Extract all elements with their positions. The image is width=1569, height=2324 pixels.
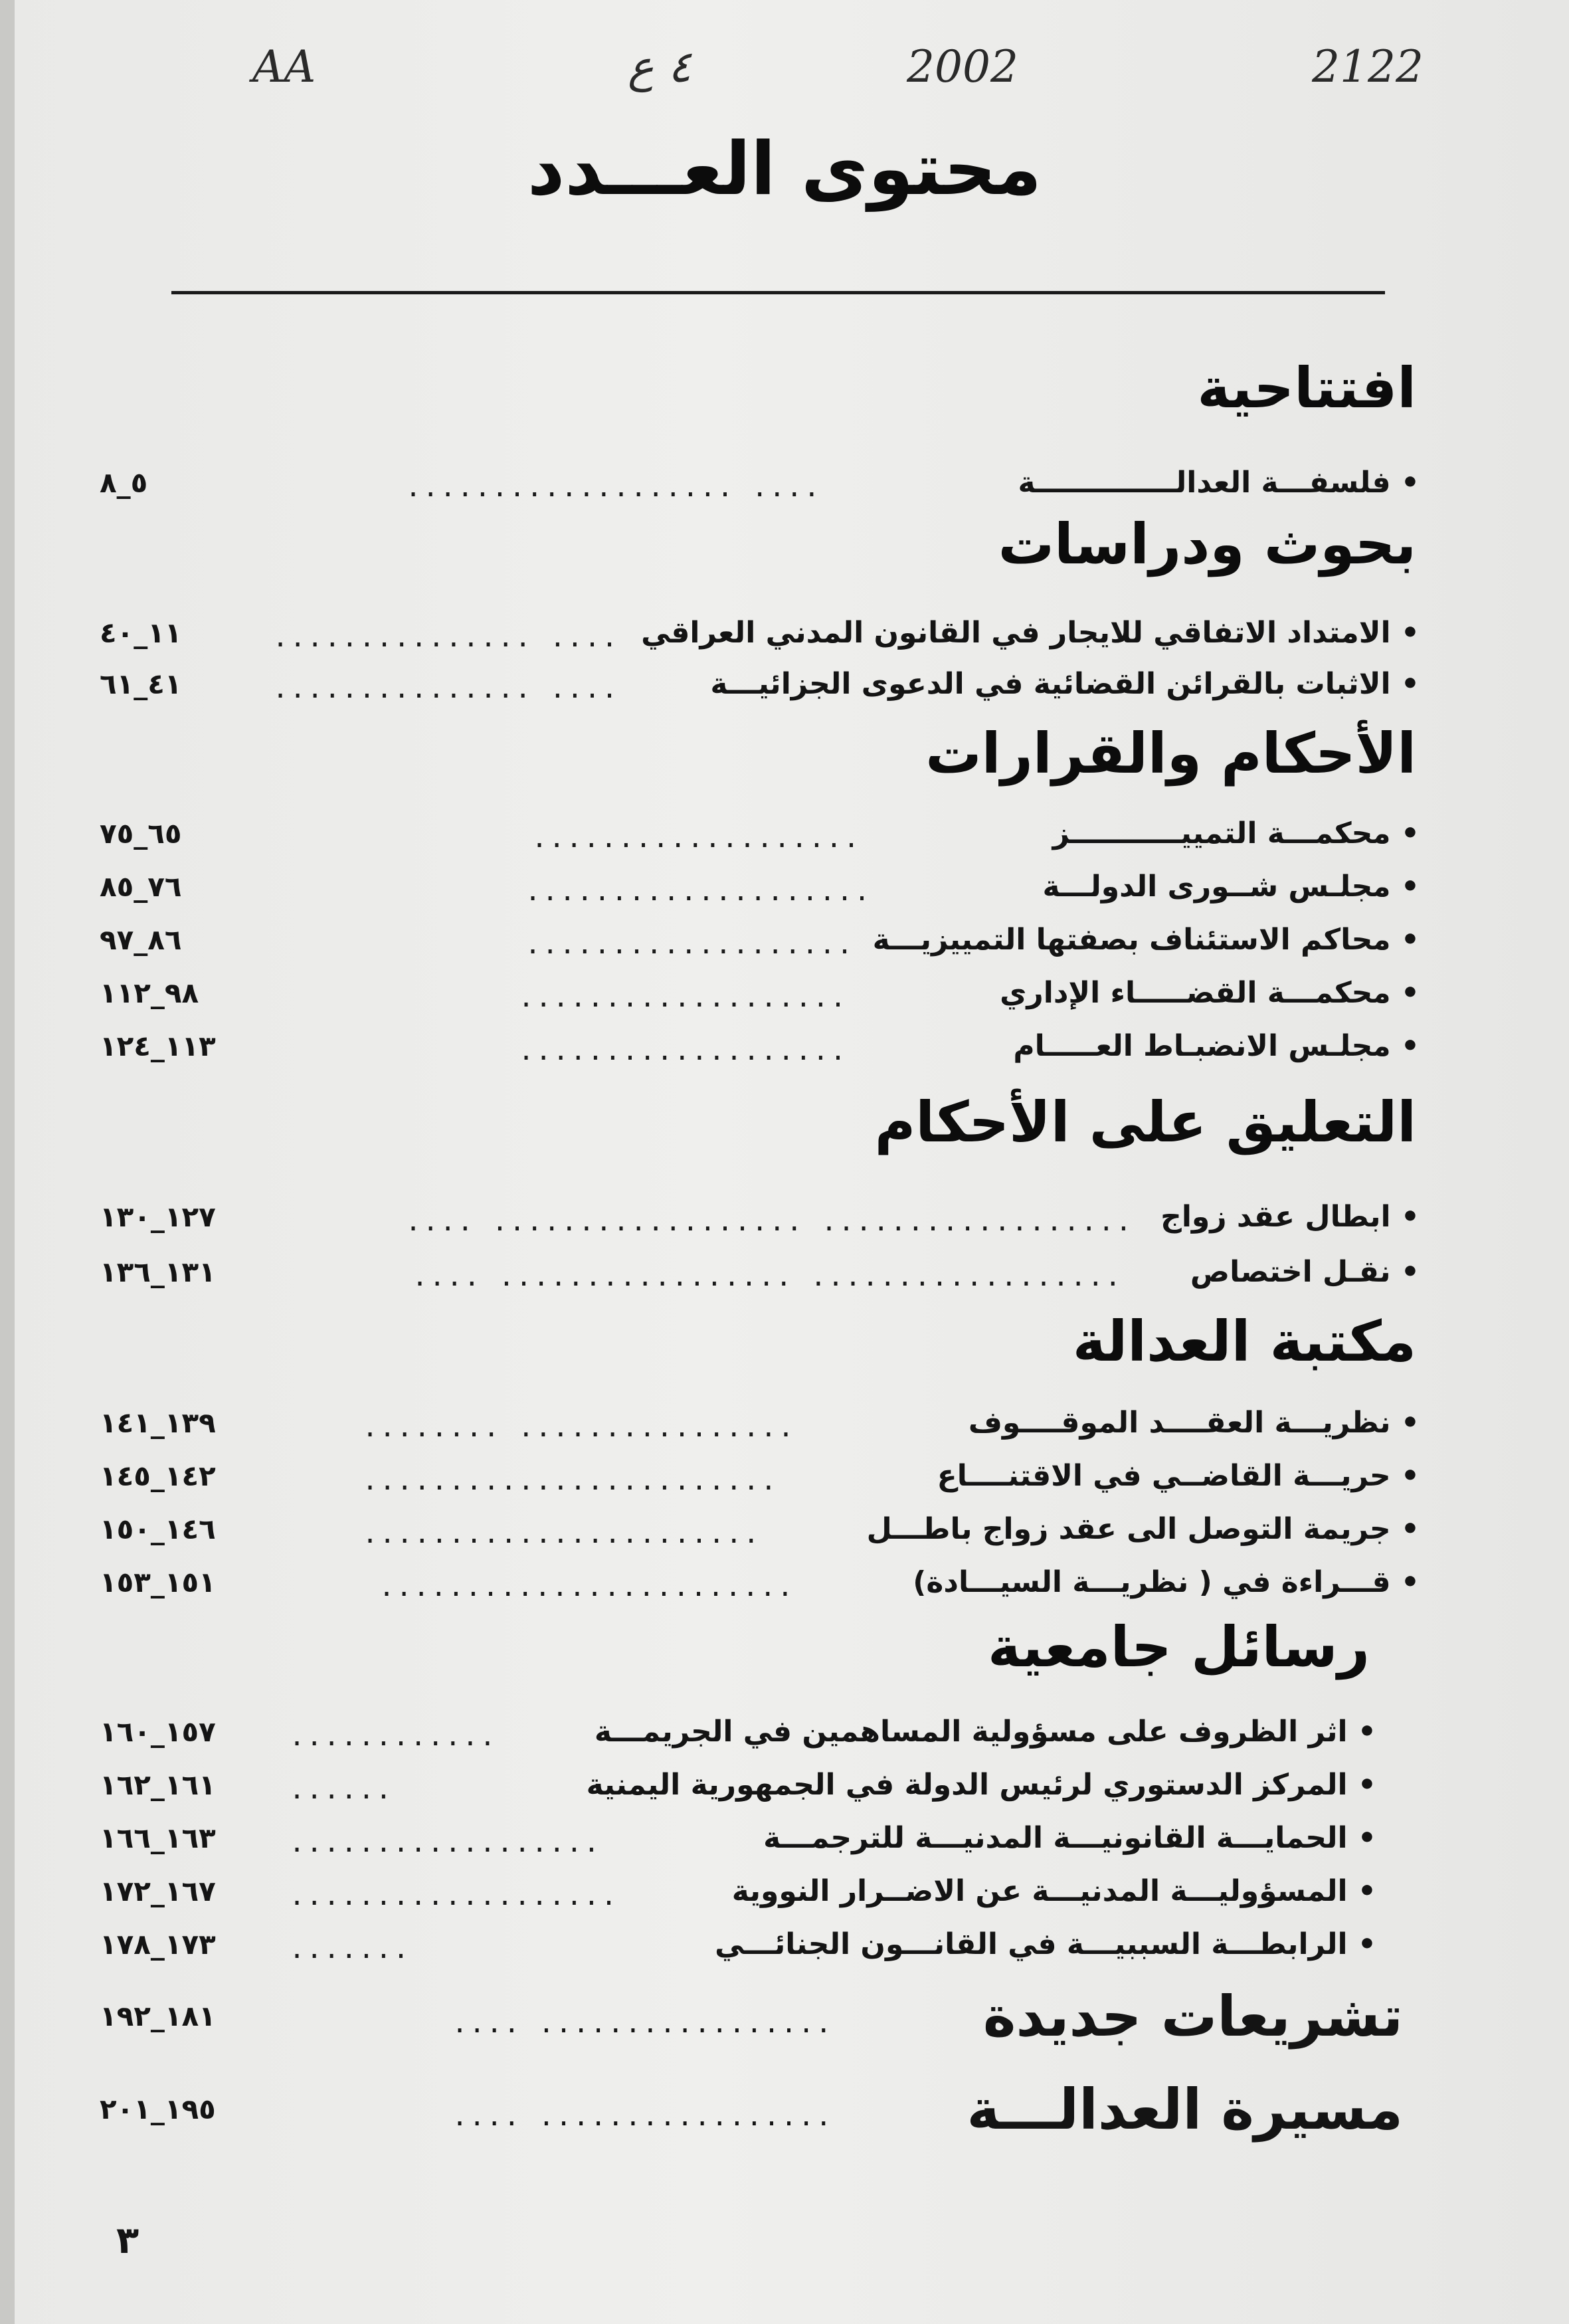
entry-pages: ١٩٥_٢٠١ — [100, 2093, 216, 2125]
headed-entry-title: تشريعات جديدة — [982, 1984, 1403, 2049]
entry-pages: ١٤٦_١٥٠ — [100, 1513, 216, 1545]
entry-title: • ابطال عقد زواج — [1160, 1200, 1420, 1234]
toc-entry — [100, 864, 1420, 910]
toc-entry — [100, 460, 1420, 506]
entry-pages: ٤١_٦١ — [100, 668, 182, 700]
toc-headed-entry — [100, 2073, 1403, 2146]
entry-pages: ١٤٢_١٤٥ — [100, 1460, 216, 1492]
leader-dots: .... ............... — [272, 674, 619, 704]
leader-dots: ................. .... — [452, 2008, 833, 2039]
entry-title: • مجلـس شــورى الدولـــة — [1042, 870, 1420, 904]
handwritten-note-left: AA — [252, 41, 316, 92]
headed-entry-title: مسيرة العدالـــة — [967, 2077, 1403, 2142]
toc-entry — [100, 1023, 1420, 1070]
toc-entry — [100, 917, 1420, 963]
leader-dots: ................... — [531, 823, 861, 854]
entry-pages: ٦٥_٧٥ — [100, 817, 182, 850]
entry-title: • نظريـــة العقــــد الموقــــوف — [968, 1406, 1420, 1440]
entry-pages: ٧٦_٨٥ — [100, 870, 182, 903]
toc-entry — [100, 1194, 1420, 1240]
entry-title: • الاثبات بالقرائن القضائية في الدعوى الجزائيـــة — [710, 667, 1420, 701]
entry-pages: ١٥٧_١٦٠ — [100, 1715, 216, 1748]
entry-pages: ١٢٧_١٣٠ — [100, 1201, 216, 1233]
toc-headed-entry — [100, 1980, 1403, 2053]
toc-entry — [100, 1921, 1376, 1968]
entry-title: • فلسفـــة العدالــــــــــــــة — [1018, 466, 1420, 500]
toc-entry — [100, 1249, 1420, 1296]
entry-pages: ١٦٣_١٦٦ — [100, 1822, 216, 1854]
entry-title: • اثر الظروف على مسؤولية المساهمين في الجريمـــة — [594, 1715, 1376, 1749]
entry-title: • حريـــة القاضــي في الاقتنــــاع — [937, 1459, 1420, 1493]
leader-dots: ....................... — [362, 1519, 761, 1549]
toc-entry — [100, 1762, 1376, 1808]
page-number: ٣ — [116, 2219, 139, 2262]
toc-entry — [100, 1506, 1420, 1553]
entry-pages: ١٧٣_١٧٨ — [100, 1928, 216, 1961]
leader-dots: ....... — [289, 1934, 411, 1965]
toc-entry — [100, 661, 1420, 708]
leader-dots: .................. ................. .... — [412, 1262, 1123, 1292]
handwritten-note-mid-left: ٤ ع — [628, 41, 692, 92]
leader-dots: ........................ — [379, 1572, 794, 1602]
handwritten-note-right: 2122 — [1312, 41, 1424, 92]
toc-entry — [100, 1868, 1376, 1915]
entry-title: • محكمـــة القضـــــاء الإداري — [1000, 976, 1420, 1010]
leader-dots: ................... — [518, 1036, 848, 1066]
entry-title: • نقـل اختصاص — [1190, 1255, 1420, 1289]
section-heading-theses: رسائل جامعية — [988, 1614, 1370, 1680]
section-heading-library: مكتبة العدالة — [1072, 1309, 1416, 1374]
entry-title: • محكمـــة التمييـــــــــــز — [1052, 817, 1420, 850]
entry-title: • الامتداد الاتفاقي للايجار في القانون المدني العراقي — [641, 616, 1420, 650]
entry-pages: ١٦٧_١٧٢ — [100, 1875, 216, 1907]
section-heading-research: بحوث ودراسات — [998, 512, 1416, 577]
toc-entry — [100, 1815, 1376, 1862]
entry-title: • الرابطـــة السببيـــة في القانـــون الجنائـــي — [715, 1927, 1376, 1961]
leader-dots: ........................ — [362, 1466, 778, 1496]
entry-title: • قـــراءة في ( نظريـــة السيـــادة) — [913, 1565, 1420, 1599]
entry-title: • مجلـس الانضبـاط العـــــام — [1013, 1029, 1420, 1063]
leader-dots: .................... — [525, 876, 872, 907]
entry-pages: ١١_٤٠ — [100, 617, 182, 649]
section-heading-commentary: التعليق على الأحكام — [874, 1090, 1416, 1155]
leader-dots: ............ — [289, 1721, 497, 1752]
leader-dots: ................. .... — [452, 2101, 833, 2132]
leader-dots: .... ............... — [272, 623, 619, 653]
toc-entry — [100, 1453, 1420, 1500]
leader-dots: .................. .................. .... — [405, 1207, 1133, 1237]
leader-dots: ................... — [289, 1881, 618, 1911]
entry-title: • الحمايـــة القانونيـــة المدنيـــة للترجمـــة — [763, 1821, 1376, 1855]
entry-pages: ١٣٩_١٤١ — [100, 1406, 216, 1439]
entry-pages: ١٣١_١٣٦ — [100, 1256, 216, 1288]
toc-entry — [100, 1559, 1420, 1606]
entry-pages: ٩٨_١١٢ — [100, 977, 199, 1009]
entry-title: • المسؤوليـــة المدنيـــة عن الاضــرار النووية — [731, 1874, 1376, 1908]
title-divider — [171, 291, 1385, 294]
leader-dots: .... ................... — [405, 472, 821, 503]
section-heading-opening: افتتاحية — [1197, 355, 1416, 421]
toc-entry — [100, 970, 1420, 1017]
leader-dots: .................. — [289, 1828, 601, 1858]
entry-pages: ١٦١_١٦٢ — [100, 1769, 216, 1801]
toc-entry — [100, 811, 1420, 857]
entry-title: • محاكم الاستئناف بصفتها التمييزيـــة — [872, 923, 1420, 957]
leader-dots: ...... — [289, 1775, 393, 1805]
entry-title: • المركز الدستوري لرئيس الدولة في الجمهورية اليمنية — [586, 1768, 1376, 1802]
page-title: محتوى العـــدد — [527, 126, 1042, 211]
entry-pages: ١٨١_١٩٢ — [100, 2000, 216, 2032]
entry-pages: ٨٦_٩٧ — [100, 923, 182, 956]
toc-entry — [100, 1709, 1376, 1755]
toc-entry — [100, 1400, 1420, 1446]
leader-dots: ................... — [518, 983, 848, 1013]
leader-dots: ................... — [525, 929, 854, 960]
entry-pages: ٥_٨ — [100, 466, 148, 499]
handwritten-note-year: 2002 — [907, 41, 1018, 92]
entry-pages: ١٥١_١٥٣ — [100, 1566, 216, 1598]
entry-title: • جريمة التوصل الى عقد زواج باطـــل — [866, 1512, 1420, 1546]
leader-dots: ................ ........ — [362, 1412, 796, 1443]
page-edge-shadow — [0, 0, 15, 2324]
toc-entry — [100, 610, 1420, 656]
entry-pages: ١١٣_١٢٤ — [100, 1030, 216, 1062]
section-heading-rulings: الأحكام والقرارات — [925, 721, 1416, 786]
